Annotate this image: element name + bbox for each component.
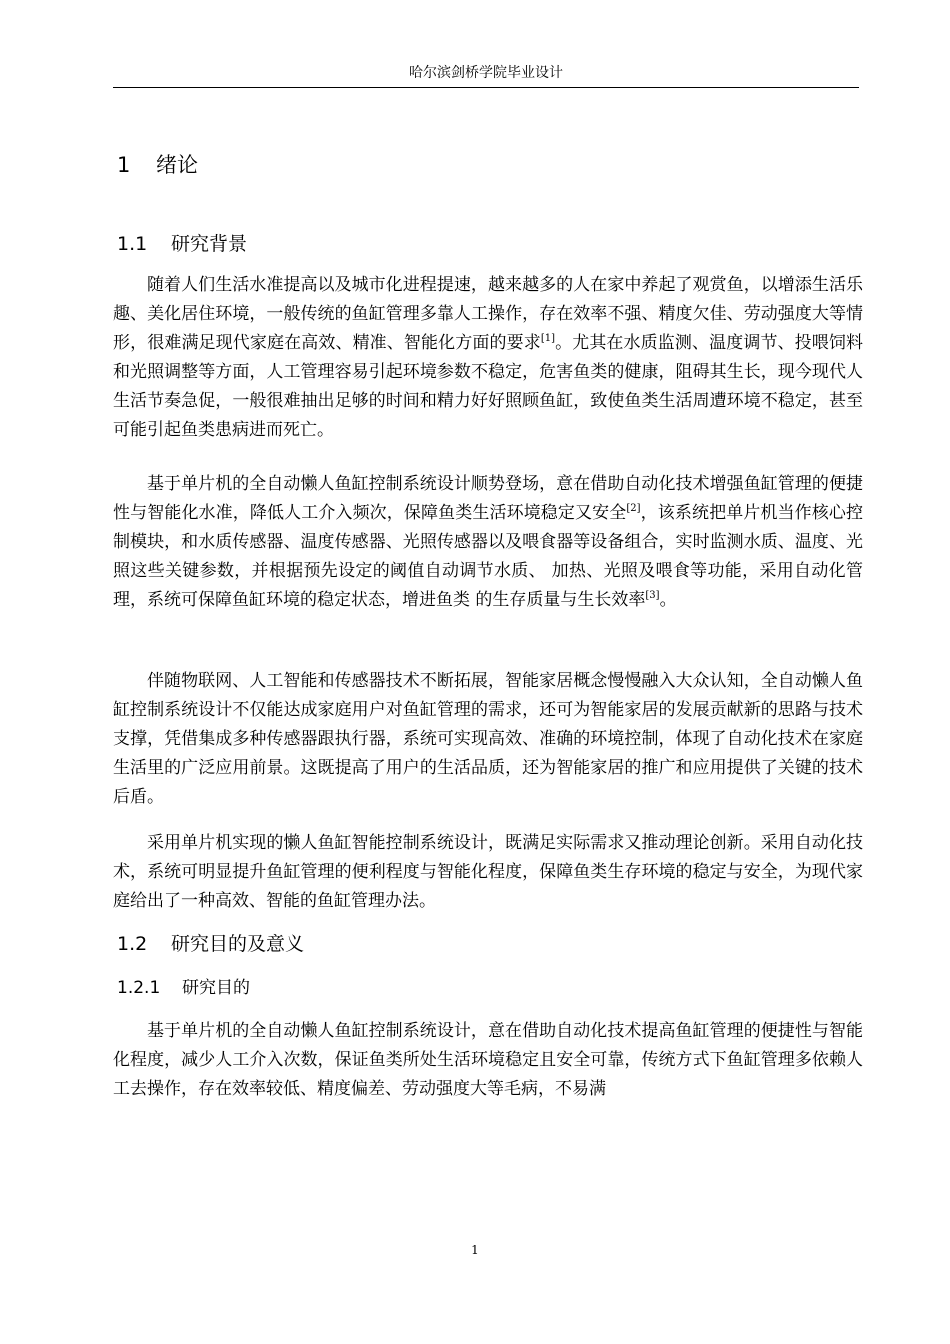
paragraph-span: 基于单片机的全自动懒人鱼缸控制系统设计顺势登场，意在借助自动化技术增强鱼缸管理的便捷性与智能化水准，降低人工介入频次，保障鱼类生活环境稳定又安全 <box>113 474 863 523</box>
paragraph-text: 伴随物联网、人工智能和传感器技术不断拓展，智能家居概念慢慢融入大众认知，全自动懒人鱼缸控制系统设计不仅能达成家庭用户对鱼缸管理的需求，还可为智能家居的发展贡献新的思路与技术支撑，凭借集成多种传感器跟执行器，系统可实现高效、准确的环境控制，体现了自动化技术在家庭生活里的广泛应用前景。这既提高了用户的生活品质，还为智能家居的推广和应用提供了关键的技术后盾。 <box>113 671 863 807</box>
paragraph-background-4 <box>113 829 863 916</box>
page-header: 哈尔滨剑桥学院毕业设计 <box>409 65 563 81</box>
paragraph-text: 基于单片机的全自动懒人鱼缸控制系统设计，意在借助自动化技术提高鱼缸管理的便捷性与智能化程度，减少人工介入次数，保证鱼类所处生活环境稳定且安全可靠，传统方式下鱼缸管理多依赖人工去操作，存在效率较低、精度偏差、劳动强度大等毛病，不易满 <box>113 1021 863 1099</box>
header-divider <box>113 87 859 88</box>
chapter-heading <box>117 151 198 179</box>
chapter-title: 绪论 <box>156 153 198 177</box>
subsection-title: 研究目的 <box>182 978 250 998</box>
paragraph-span: 。尤其在水质监测、温度调节、投喂饲料和光照调整等方面，人工管理容易引起环境参数不稳定，危害鱼类的健康，阻碍其生长，现今现代人生活节奏急促，一般很难抽出足够的时间和精力好好照顾鱼缸，致使鱼类生活周遭环境不稳定，甚至可能引起鱼类患病进而死亡。 <box>113 333 864 440</box>
paragraph-background-2 <box>113 470 863 615</box>
section-title: 研究背景 <box>171 233 248 255</box>
section-number: 1.1 <box>117 233 148 255</box>
section-heading-1-1 <box>117 230 247 258</box>
paragraph-span: ，该系统把单片机当作核心控制模块，和水质传感器、温度传感器、光照传感器以及喂食器等设备组合，实时监测水质、温度、光照这些关键参数，并根据预先设定的阈值自动调节水质、 加热、光照及喂食等功能，采用自动化管理，系统可保障鱼缸环境的稳定状态，增进鱼类 的生存质量与生长效率 <box>113 503 864 610</box>
paragraph-text <box>113 271 863 445</box>
section-title: 研究目的及意义 <box>171 933 305 955</box>
paragraph-text <box>113 470 863 615</box>
citation-ref: [2] <box>626 503 641 514</box>
citation-ref: [3] <box>645 590 660 601</box>
subsection-heading-1-2-1 <box>117 975 250 1001</box>
subsection-number: 1.2.1 <box>117 978 161 998</box>
chapter-number: 1 <box>117 153 131 177</box>
paragraph-span: 随着人们生活水准提高以及城市化进程提速，越来越多的人在家中养起了观赏鱼，以增添生活乐趣、美化居住环境，一般传统的鱼缸管理多靠人工操作，存在效率不强、精度欠佳、劳动强度大等情形，很难满足现代家庭在高效、精准、智能化方面的要求 <box>113 275 863 353</box>
section-heading-1-2 <box>117 930 304 958</box>
page-number: 1 <box>471 1243 479 1257</box>
paragraph-purpose-1 <box>113 1017 863 1108</box>
section-number: 1.2 <box>117 933 148 955</box>
paragraph-background-1 <box>113 271 863 445</box>
citation-ref: [1] <box>540 333 555 344</box>
paragraph-text: 采用单片机实现的懒人鱼缸智能控制系统设计，既满足实际需求又推动理论创新。采用自动化技术，系统可明显提升鱼缸管理的便利程度与智能化程度，保障鱼类生存环境的稳定与安全，为现代家庭给出了一种高效、智能的鱼缸管理办法。 <box>113 833 863 911</box>
paragraph-span: 。 <box>659 590 677 610</box>
paragraph-background-3 <box>113 667 863 812</box>
